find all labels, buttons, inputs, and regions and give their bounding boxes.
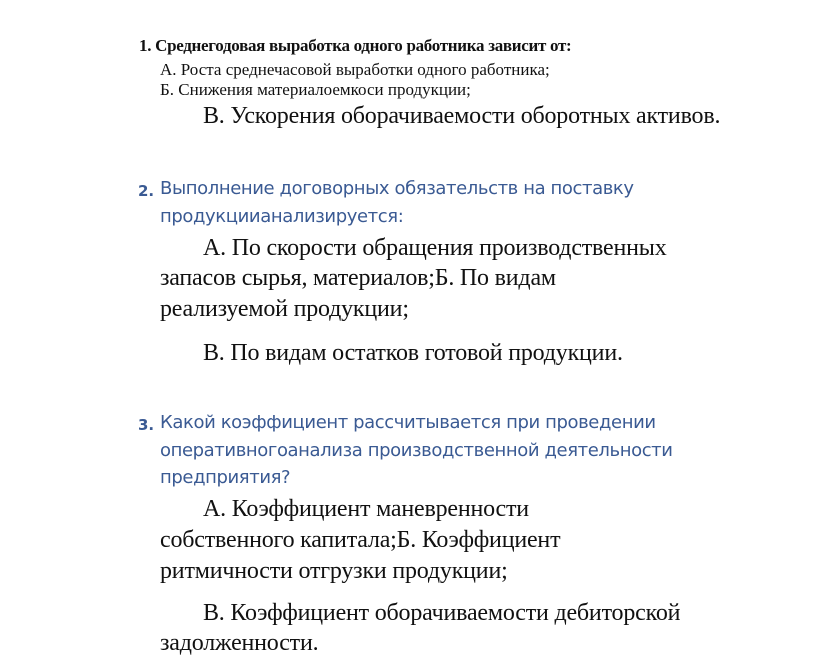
question-3-text-line-2: оперативногоанализа производственной деятельности: [160, 440, 673, 461]
question-1-option-c: В. Ускорения оборачиваемости оборотных активов.: [203, 103, 721, 129]
question-3-text-line-1: Какой коэффициент рассчитывается при проведении: [160, 412, 656, 433]
question-3-text-line-3: предприятия?: [160, 467, 291, 488]
question-1-title: 1. Среднегодовая выработка одного работника зависит от:: [139, 36, 572, 55]
question-2-number: 2.: [138, 182, 155, 200]
question-1-option-b: Б. Снижения материалоемкоси продукции;: [160, 80, 471, 99]
question-1-option-a: А. Роста среднечасовой выработки одного работника;: [160, 60, 550, 79]
question-2-option-a-line-1: А. По скорости обращения производственных: [203, 235, 667, 261]
question-2-option-a-line-3: реализуемой продукции;: [160, 296, 409, 322]
question-3-option-c-line-1: В. Коэффициент оборачиваемости дебиторской: [203, 600, 681, 626]
question-2-text-line-2: продукциианализируется:: [160, 206, 404, 227]
question-3-number: 3.: [138, 416, 155, 434]
question-3-option-a-line-1: А. Коэффициент маневренности: [203, 496, 529, 522]
question-3-option-a-line-2: собственного капитала;Б. Коэффициент: [160, 527, 561, 553]
question-2-option-c: В. По видам остатков готовой продукции.: [203, 340, 623, 366]
question-2-option-a-line-2: запасов сырья, материалов;Б. По видам: [160, 265, 556, 291]
question-3-option-a-line-3: ритмичности отгрузки продукции;: [160, 558, 508, 584]
question-2-text-line-1: Выполнение договорных обязательств на поставку: [160, 178, 634, 199]
question-3-option-c-line-2: задолженности.: [160, 630, 319, 656]
